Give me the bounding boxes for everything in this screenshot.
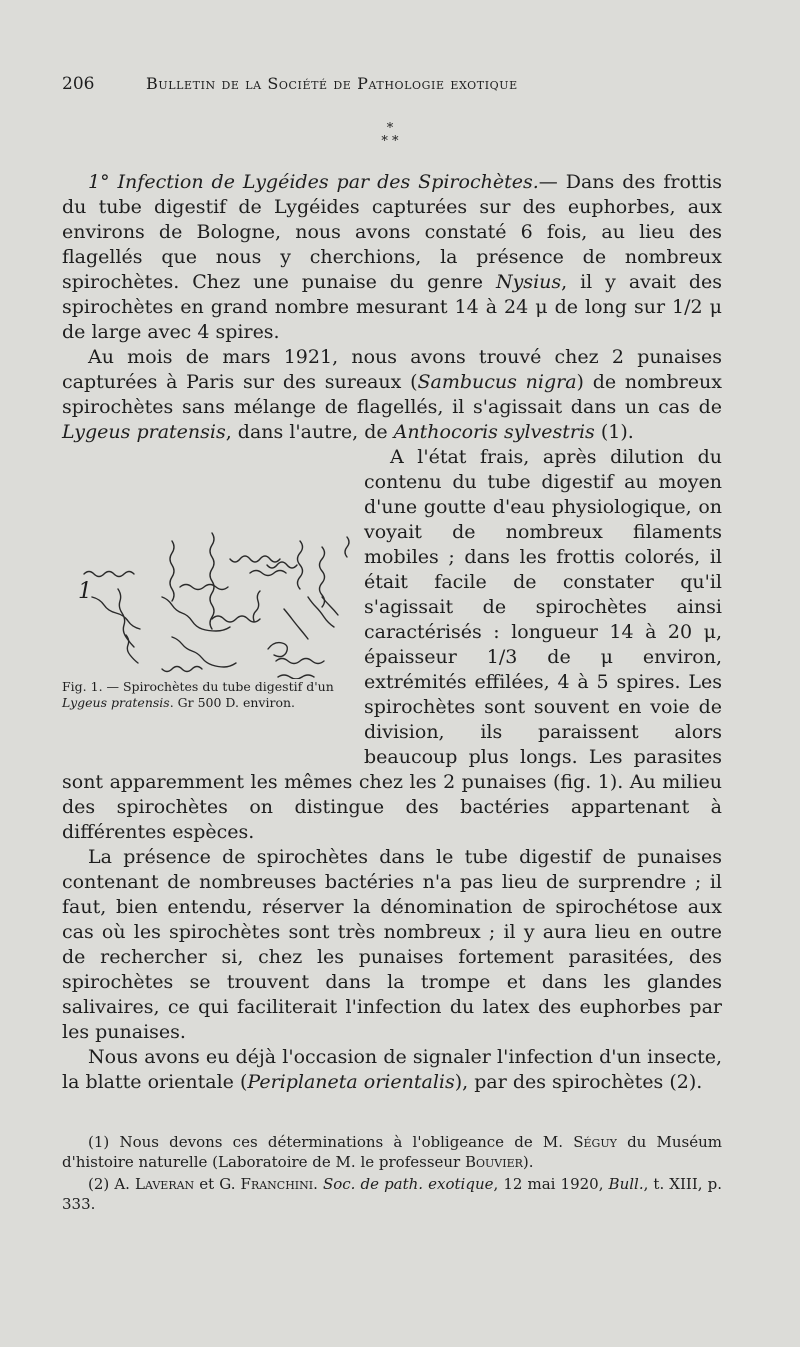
spirochete xyxy=(92,597,140,629)
page-header xyxy=(62,74,722,96)
spirochete xyxy=(250,571,286,576)
spirochete xyxy=(162,667,202,672)
footnote-2 xyxy=(62,1174,722,1214)
fn2-bull: Bull. xyxy=(608,1175,644,1193)
p2-text-a: Au mois de mars 1921, nous avons trouvé chez 2 punaises capturées à Paris sur des sureaux ( xyxy=(62,346,722,393)
fn2-text-c: . xyxy=(313,1175,323,1193)
fn2-text-d: , 12 mai 1920, xyxy=(493,1175,609,1193)
species-lygeus: Lygeus pratensis xyxy=(62,421,226,443)
p5-text-a: Nous avons eu déjà l'occasion de signaler l'infection d'un insecte, la blatte orientale ( xyxy=(62,1046,722,1093)
paragraph-4: La présence de spirochètes dans le tube digestif de punaises contenant de nombreuses bactéries n'a pas lieu de surprendre ; il faut, bien entendu, réserver la dénomination de spirochétose aux cas où les spirochètes sont très nombreux ; il y aura lieu en outre de rechercher si, chez les punaises fortement parasitées, des spirochètes se trouvent dans la trompe et dans les glandes salivaires, ce qui faciliterait l'infection du latex des euphorbes par les punaises. xyxy=(62,846,722,1043)
spirochete xyxy=(284,609,308,639)
asterism-bottom: * * xyxy=(381,134,399,149)
spirochete xyxy=(210,533,214,629)
paragraph-5 xyxy=(62,1045,722,1095)
fn1-text-a: (1) Nous devons ces déterminations à l'obligeance de M. xyxy=(88,1133,574,1151)
asterism xyxy=(360,122,420,148)
caption-text-b: . Gr 500 D. environ. xyxy=(169,695,295,710)
fn2-author-laveran: Laveran xyxy=(135,1175,195,1193)
footnotes xyxy=(62,1132,722,1216)
p2-text-c: , dans l'autre, de xyxy=(225,421,394,443)
spirochete xyxy=(180,585,228,590)
spirochete xyxy=(162,597,230,631)
caption-species: Lygeus pratensis xyxy=(62,695,170,710)
fn2-author-franchini: Franchini xyxy=(240,1175,314,1193)
spirochete xyxy=(322,597,338,615)
p2-text-d: (1). xyxy=(594,421,634,443)
spirochete xyxy=(84,572,134,577)
fn2-text-a: (2) A. xyxy=(88,1175,135,1193)
p2-text-b: ) de nombreux spirochètes sans mélange de flagellés, il s'agissait dans un cas de xyxy=(62,371,722,418)
spirochete xyxy=(345,537,349,557)
spirochete xyxy=(230,556,280,562)
fn1-text-c: ). xyxy=(522,1153,534,1171)
heading-dash: — xyxy=(538,171,566,193)
fn2-journal: Soc. de path. exotique xyxy=(322,1175,494,1193)
fn1-text-b: du Muséum d'histoire naturelle (Laboratoire de M. le professeur xyxy=(62,1133,722,1171)
fn2-text-e: , t. XIII, p. 333. xyxy=(62,1175,722,1213)
fn1-author-seguy: Séguy xyxy=(573,1133,617,1151)
spirochete xyxy=(298,541,303,589)
p5-text-b: ), par des spirochètes (2). xyxy=(454,1071,703,1093)
figure-caption xyxy=(62,679,344,711)
spirochete xyxy=(267,562,297,568)
running-title: Bulletin de la Société de Pathologie exotique xyxy=(146,74,518,93)
species-periplaneta: Periplaneta orientalis xyxy=(247,1071,455,1093)
spirochete xyxy=(172,637,236,667)
species-anthocoris: Anthocoris sylvestris xyxy=(393,421,595,443)
spirochete xyxy=(170,541,174,601)
fn2-text-b: et G. xyxy=(194,1175,241,1193)
paragraph-1 xyxy=(62,170,722,345)
article-body xyxy=(62,170,722,1095)
p1-tail: , il y avait des spirochètes en grand nombre mesurant 14 à 24 μ de long sur 1/2 μ de large avec 4 spires. xyxy=(62,271,722,343)
p1-text: Dans des frottis du tube digestif de Lygéides capturées sur des euphorbes, aux environs de Bologne, nous avons constaté 6 fois, au lieu des flagellés que nous y cherchions, la présence de nombreux spirochètes. Chez une punaise du genre xyxy=(62,171,722,293)
asterism-top: * xyxy=(386,121,394,136)
footnote-1 xyxy=(62,1132,722,1172)
spirochete-drawing xyxy=(62,449,350,679)
section-heading: 1° Infection de Lygéides par des Spirochètes. xyxy=(88,171,539,193)
spirochete xyxy=(126,635,138,663)
paragraph-3: A l'état frais, après dilution du contenu du tube digestif au moyen d'une goutte d'eau physiologique, on voyait de nombreux filaments mobiles ; dans les frottis colorés, il était facile de constater qu'il s'agissait de spirochètes ainsi caractérisés : longueur 14 à 20 μ, épaisseur 1/3 de μ environ, extrémités effilées, 4 à 5 spires. Les spirochètes sont souvent en voie de division, ils paraissent alors beaucoup plus longs. Les parasites sont apparemment les mêmes chez les 2 punaises (fig. 1). Au milieu des spirochètes on distingue des bactéries appartenant à différentes espèces. xyxy=(62,446,722,843)
caption-text-a: Fig. 1. — Spirochètes du tube digestif d'un xyxy=(62,679,334,694)
spirochete xyxy=(253,591,260,621)
spirochete xyxy=(268,643,287,657)
figure-1 xyxy=(62,449,350,749)
genus-nysius: Nysius xyxy=(495,271,562,293)
figure-number: 1 xyxy=(78,579,92,604)
fn1-author-bouvier: Bouvier xyxy=(465,1153,523,1171)
species-sambucus: Sambucus nigra xyxy=(417,371,577,393)
spirochete xyxy=(308,597,334,627)
paragraph-2 xyxy=(62,345,722,445)
page-number: 206 xyxy=(62,74,95,94)
spirochete xyxy=(276,659,324,664)
